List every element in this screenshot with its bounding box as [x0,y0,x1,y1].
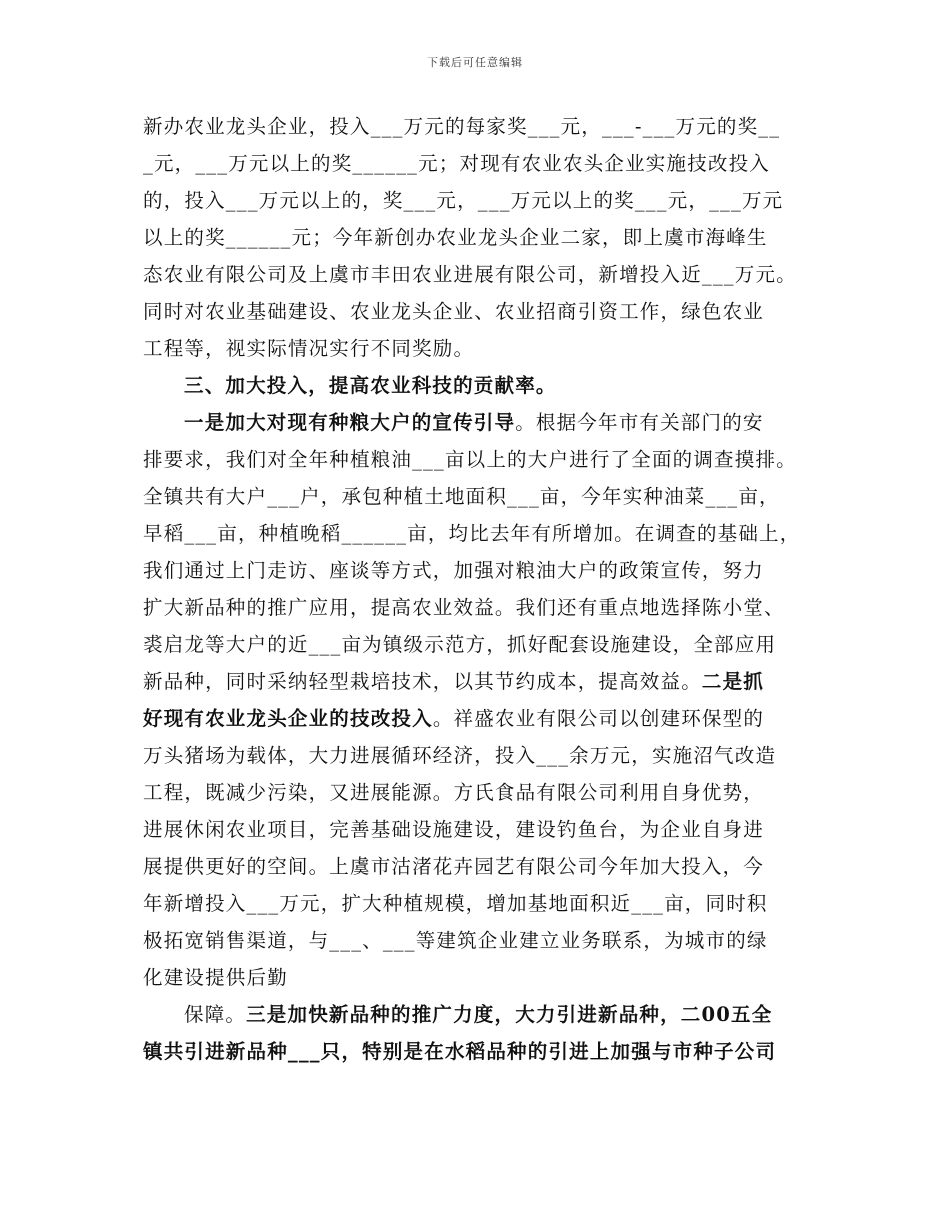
text-line [143,404,813,441]
text-line [143,848,813,885]
text-line [143,1033,813,1070]
text-segment: 以上的奖______元；今年新创办农业龙头企业二家，即上虞市海峰生 [143,226,768,249]
text-segment: _元，___万元以上的奖______元；对现有农业农头企业实施技改投入 [143,152,771,175]
text-segment: 排要求，我们对全年种植粮油___亩以上的大户进行了全面的调查摸排。 [143,448,797,471]
text-line [143,885,813,922]
text-line [143,663,813,700]
text-line [143,219,813,256]
text-line [143,145,813,182]
text-segment: 裘启龙等大户的近___亩为镇级示范方，抓好配套设施建设，全部应用 [143,633,777,656]
text-line [143,182,813,219]
bold-text-segment: 三、加大投入，提高农业科技的贡献率。 [184,374,557,397]
text-segment: 新办农业龙头企业，投入___万元的每家奖___元，___-___万元的奖__ [143,115,781,138]
text-line [143,811,813,848]
text-line [143,589,813,626]
text-segment: 万头猪场为载体，大力进展循环经济，投入___余万元，实施沼气改造 [143,744,777,767]
text-segment: 年新增投入___万元，扩大种植规模，增加基地面积近___亩，同时积 [143,892,768,915]
text-line [143,367,813,404]
text-segment: 展提供更好的空间。上虞市沽渚花卉园艺有限公司今年加大投入，今 [143,855,765,878]
text-segment: 。祥盛农业有限公司以创建环保型的 [432,707,765,730]
page-header-note: 下载后可任意编辑 [427,56,523,69]
text-line [143,552,813,589]
text-line [143,478,813,515]
text-segment: 早稻___亩，种植晚稻______亩，均比去年有所增加。在调查的基础上， [143,522,801,545]
text-segment: 新品种，同时采纳轻型栽培技术，以其节约成本，提高效益。 [143,670,702,693]
text-segment: 全镇共有大户___户，承包种植土地面积___亩，今年实种油菜___亩， [143,485,780,508]
text-line [143,108,813,145]
text-segment: 保障。 [184,1003,247,1026]
bold-text-segment: 好现有农业龙头企业的技改投入 [143,707,433,730]
text-line [143,959,813,996]
text-line [143,515,813,552]
bold-text-segment: 一是加大对现有种粮大户的宣传引导 [184,411,516,434]
text-line [143,737,813,774]
text-segment: 工程等，视实际情况实行不同奖励。 [143,337,475,360]
text-line [143,293,813,330]
text-segment: 的，投入___万元以上的，奖___元，___万元以上的奖___元，___万元 [143,189,784,212]
text-segment: 。根据今年市有关部门的安 [515,411,764,434]
bold-text-segment: 三是加快新品种的推广力度，大力引进新品种，二00五全 [246,1003,773,1026]
text-segment: 化建设提供后勤 [143,966,288,989]
text-line [143,330,813,367]
bold-text-segment: 镇共引进新品种___只，特别是在水稻品种的引进上加强与市种子公司 [143,1040,777,1063]
text-segment: 扩大新品种的推广应用，提高农业效益。我们还有重点地选择陈小堂、 [143,596,785,619]
text-segment: 极拓宽销售渠道，与___、___等建筑企业建立业务联系，为城市的绿 [143,929,768,952]
text-line [143,700,813,737]
text-segment: 进展休闲农业项目，完善基础设施建设，建设钓鱼台，为企业自身进 [143,818,765,841]
text-line [143,626,813,663]
text-segment: 态农业有限公司及上虞市丰田农业进展有限公司，新增投入近___万元。 [143,263,797,286]
bold-text-segment: 二是抓 [701,670,765,693]
text-line [143,441,813,478]
text-line [143,996,813,1033]
text-line [143,256,813,293]
document-body [143,108,813,1070]
text-segment: 我们通过上门走访、座谈等方式，加强对粮油大户的政策宣传，努力 [143,559,765,582]
text-line [143,922,813,959]
text-line [143,774,813,811]
text-segment: 工程，既减少污染，又进展能源。方氏食品有限公司利用自身优势， [143,781,765,804]
text-segment: 同时对农业基础建设、农业龙头企业、农业招商引资工作，绿色农业 [143,300,765,323]
